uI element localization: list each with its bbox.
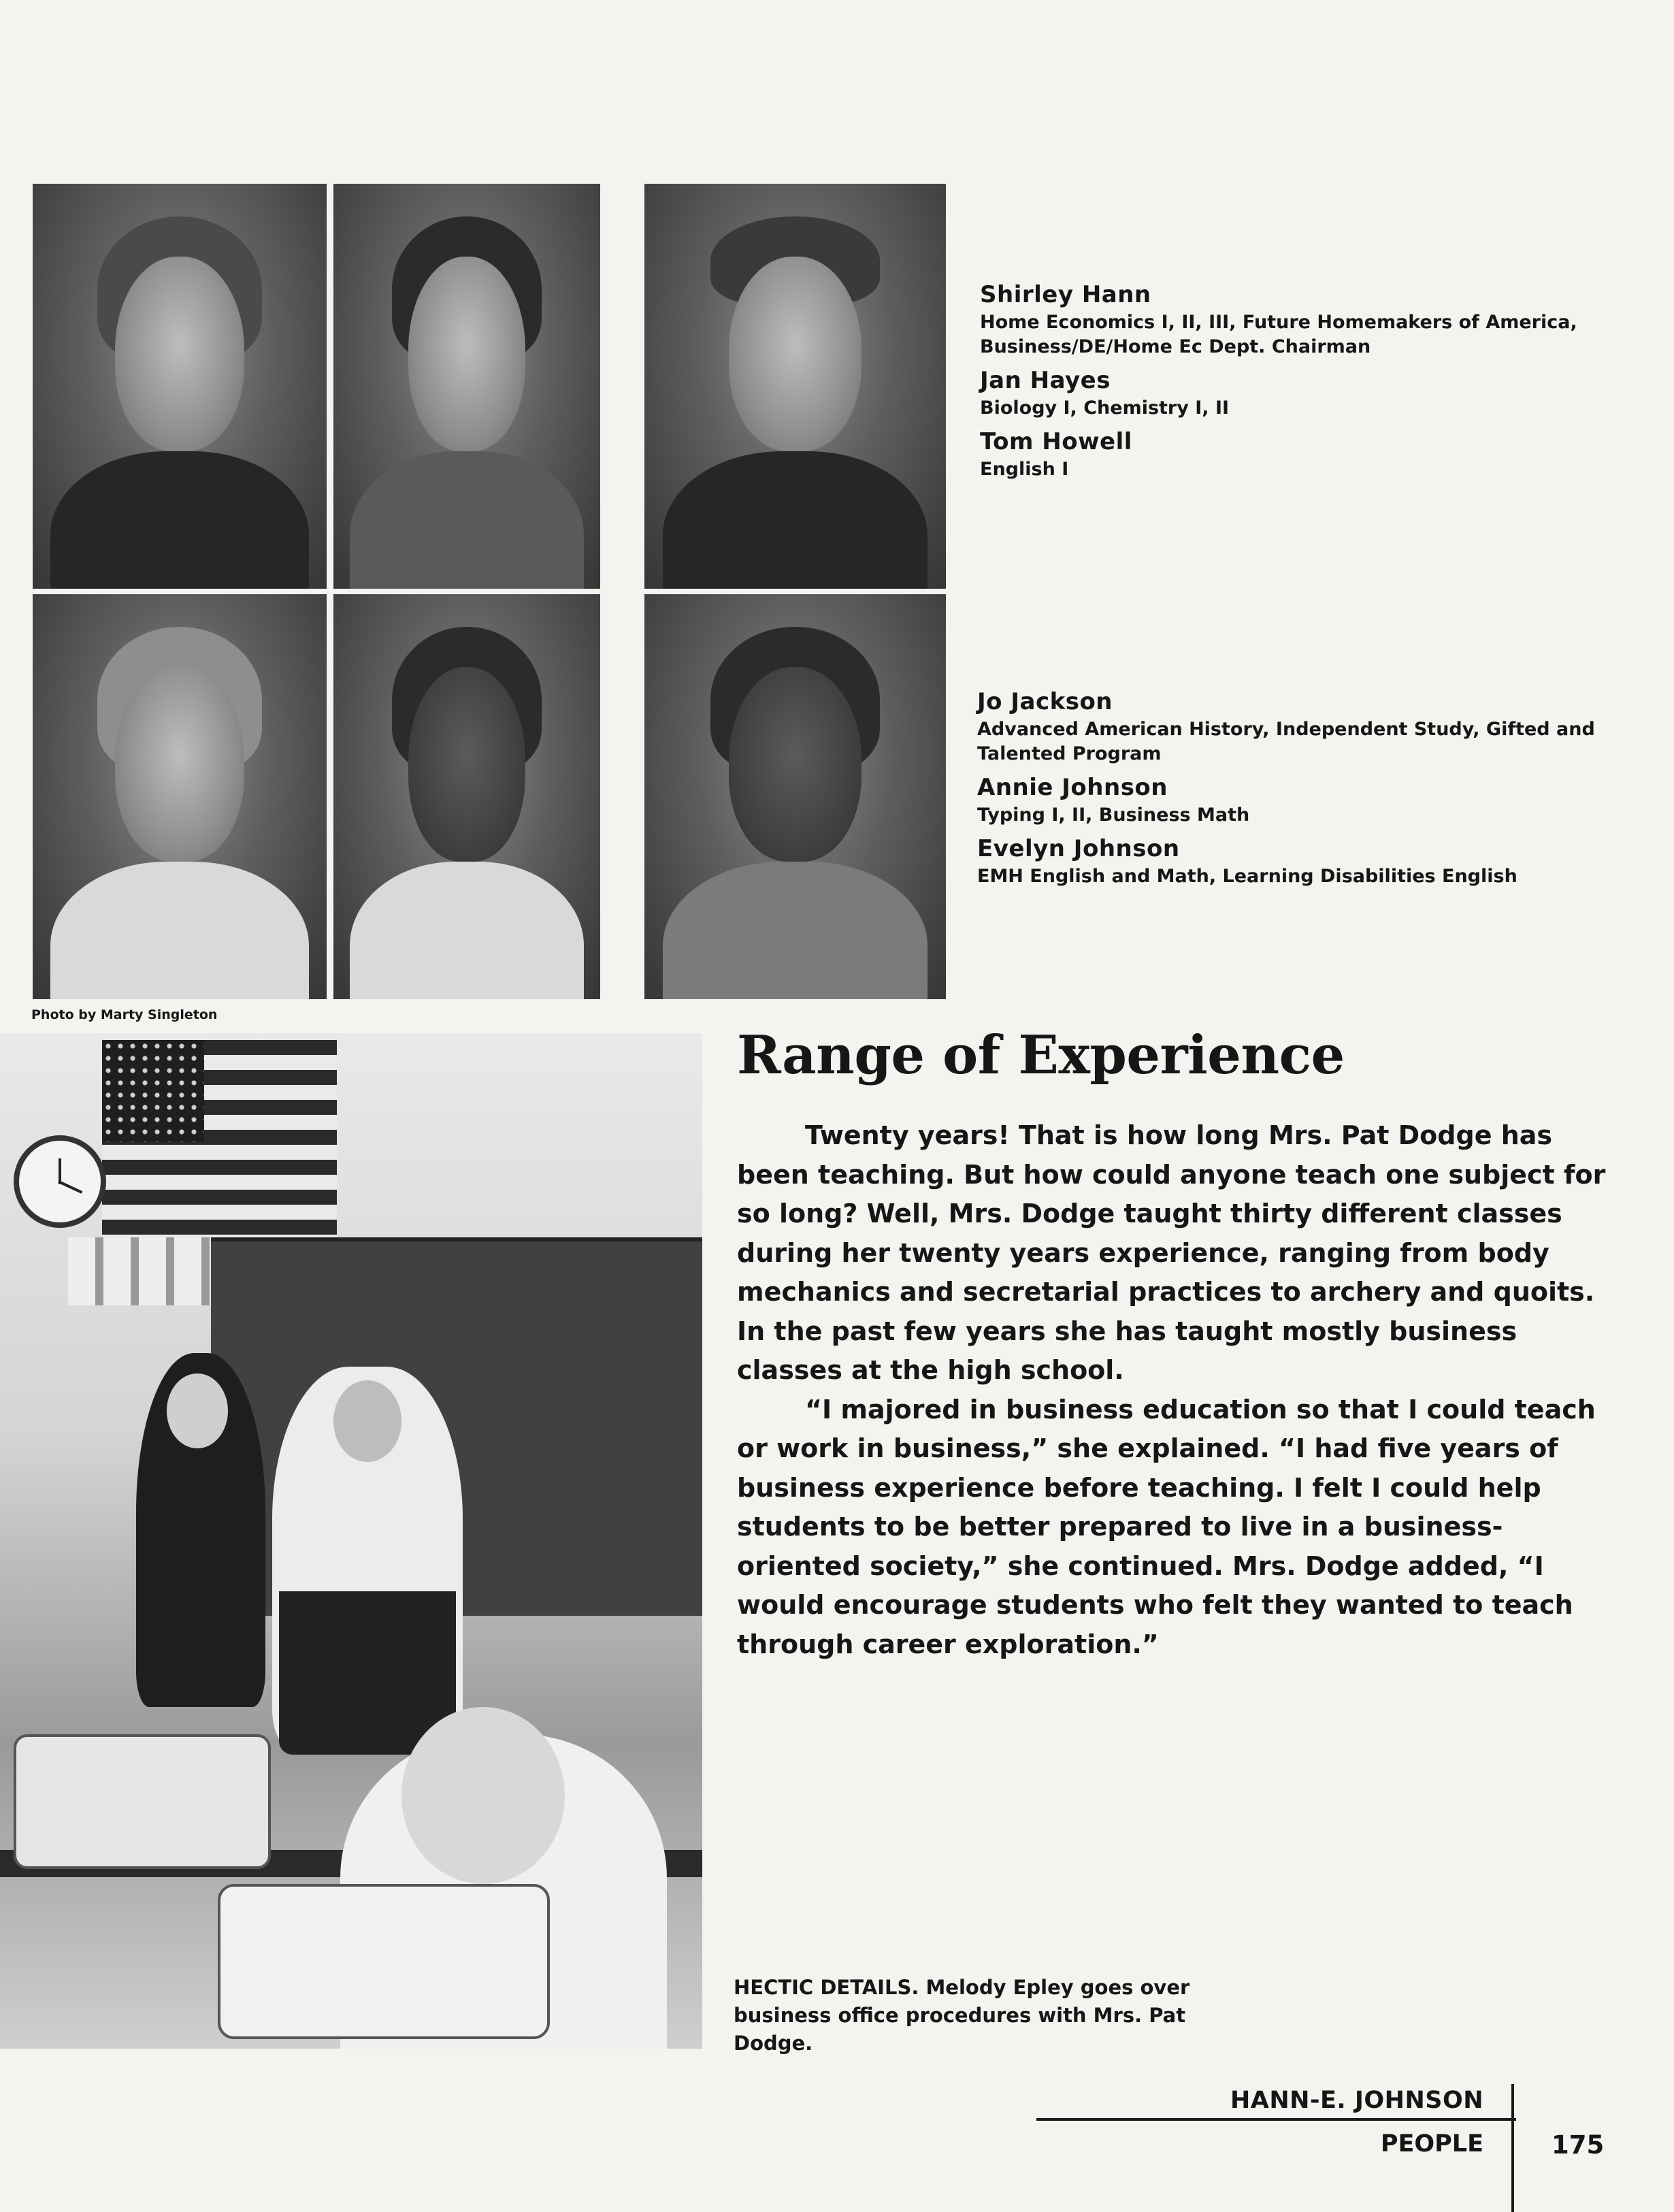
faculty-roles: Home Economics I, II, III, Future Homemakers of America, Business/DE/Home Ec Dept. Chairman [980, 312, 1577, 357]
footer-divider [1511, 2084, 1514, 2212]
faculty-roles: English I [980, 459, 1069, 480]
flag-picture [102, 1040, 337, 1237]
photo-caption [734, 1974, 1264, 2058]
article-body [737, 1116, 1622, 1664]
teacher-figure [272, 1367, 463, 1748]
footer-rule [1036, 2118, 1516, 2121]
faculty-name: Annie Johnson [977, 774, 1168, 801]
portrait-photo-jo-jackson [33, 594, 327, 999]
portrait-photo-evelyn-johnson [644, 594, 946, 999]
footer-category: PEOPLE [1380, 2130, 1483, 2158]
footer-section-title: HANN-E. JOHNSON [1230, 2087, 1483, 2114]
caption-text: Melody Epley goes over business office procedures with Mrs. Pat Dodge. [734, 1976, 1190, 2055]
portrait-photo-jan-hayes [333, 184, 600, 589]
faculty-roles: Advanced American History, Independent Study, Gifted and Talented Program [977, 719, 1595, 764]
article-headline: Range of Experience [737, 1024, 1345, 1086]
faculty-name: Jan Hayes [980, 367, 1111, 394]
faculty-list-bottom [977, 686, 1630, 894]
faculty-list-top [980, 279, 1606, 487]
portrait-photo-annie-johnson [333, 594, 600, 999]
faculty-name: Evelyn Johnson [977, 835, 1180, 862]
student-figure [136, 1353, 265, 1707]
portrait-photo-tom-howell [644, 184, 946, 589]
faculty-roles: Biology I, Chemistry I, II [980, 397, 1230, 419]
typewriter-icon [218, 1884, 550, 2039]
typewriter-icon [14, 1734, 271, 1869]
portrait-photo-shirley-hann [33, 184, 327, 589]
faculty-name: Tom Howell [980, 428, 1132, 455]
photo-credit: Photo by Marty Singleton [31, 1007, 218, 1022]
faculty-roles: Typing I, II, Business Math [977, 804, 1250, 826]
faculty-name: Shirley Hann [980, 281, 1151, 308]
faculty-name: Jo Jackson [977, 688, 1113, 715]
article-paragraph: Twenty years! That is how long Mrs. Pat Dodge has been teaching. But how could anyone teach one subject for so long? Well, Mrs. Dodge taught thirty different classes during her twenty years experience, ranging from body mechanics and secretarial practices to archery and quoits. In the past few years she has taught mostly business classes at the high school. [737, 1120, 1606, 1385]
faculty-roles: EMH English and Math, Learning Disabilities English [977, 866, 1517, 887]
caption-lead: HECTIC DETAILS. [734, 1976, 919, 1999]
classroom-photo [0, 1033, 702, 2049]
clock-icon [14, 1135, 106, 1228]
page-number: 175 [1552, 2130, 1605, 2160]
article-paragraph: “I majored in business education so that I could teach or work in business,” she explained. “I had five years of business experience before teaching. I felt I could help students to be better prepared to live in a business-oriented society,” she continued. Mrs. Dodge added, “I would encourage students who felt they wanted to teach through career exploration.” [737, 1394, 1596, 1659]
